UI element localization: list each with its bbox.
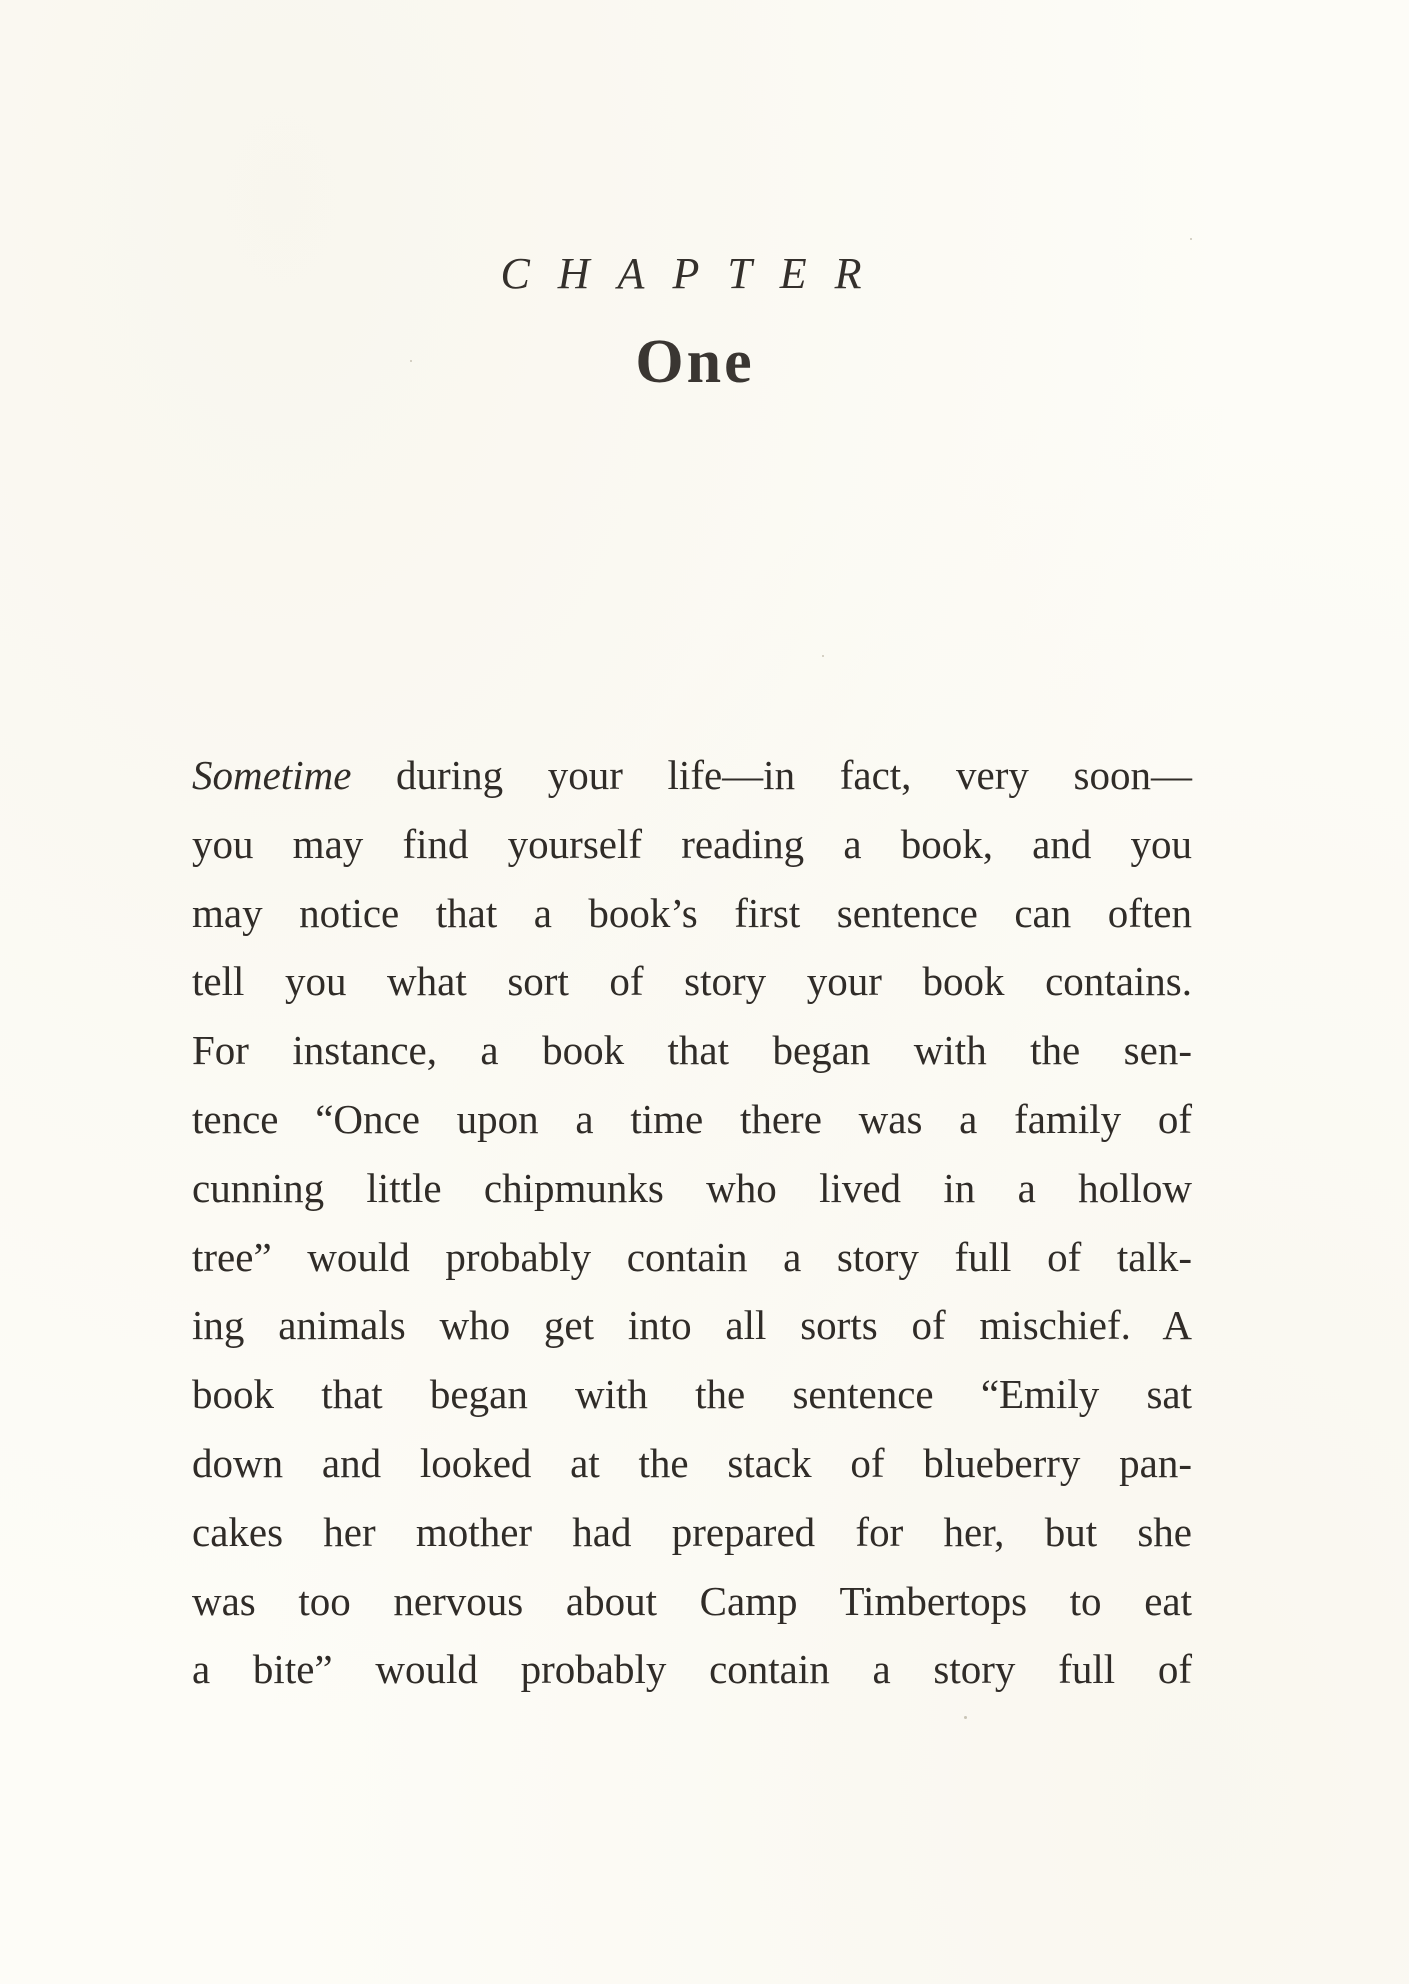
text-line: tence “Once upon a time there was a family of <box>192 1095 1192 1142</box>
paper-speck <box>964 1716 967 1719</box>
body-paragraph <box>192 741 1192 1704</box>
lead-word: Sometime <box>192 752 352 798</box>
text-line: cakes her mother had prepared for her, but she <box>192 1508 1192 1555</box>
paper-speck <box>1190 238 1192 240</box>
text-line-rest: during your life—in fact, very soon— <box>351 752 1192 798</box>
text-line: was too nervous about Camp Timbertops to eat <box>192 1577 1192 1624</box>
text-line: cunning little chipmunks who lived in a hollow <box>192 1164 1192 1211</box>
text-line: ing animals who get into all sorts of mischief. A <box>192 1302 1192 1349</box>
text-line: down and looked at the stack of blueberry pan- <box>192 1439 1192 1486</box>
text-line: book that began with the sentence “Emily sat <box>192 1371 1192 1418</box>
text-line: you may find yourself reading a book, and you <box>192 820 1192 867</box>
paper-speck <box>822 655 824 657</box>
chapter-label: CHAPTER <box>500 249 890 298</box>
text-line <box>192 741 1192 810</box>
text-line: tell you what sort of story your book contains. <box>192 958 1192 1005</box>
text-line: may notice that a book’s first sentence can often <box>192 889 1192 936</box>
chapter-number: One <box>635 328 755 396</box>
text-line: tree” would probably contain a story full of talk- <box>192 1233 1192 1280</box>
text-line: a bite” would probably contain a story full of <box>192 1646 1192 1693</box>
paper-speck <box>410 360 412 362</box>
text-line: For instance, a book that began with the sen- <box>192 1027 1192 1074</box>
